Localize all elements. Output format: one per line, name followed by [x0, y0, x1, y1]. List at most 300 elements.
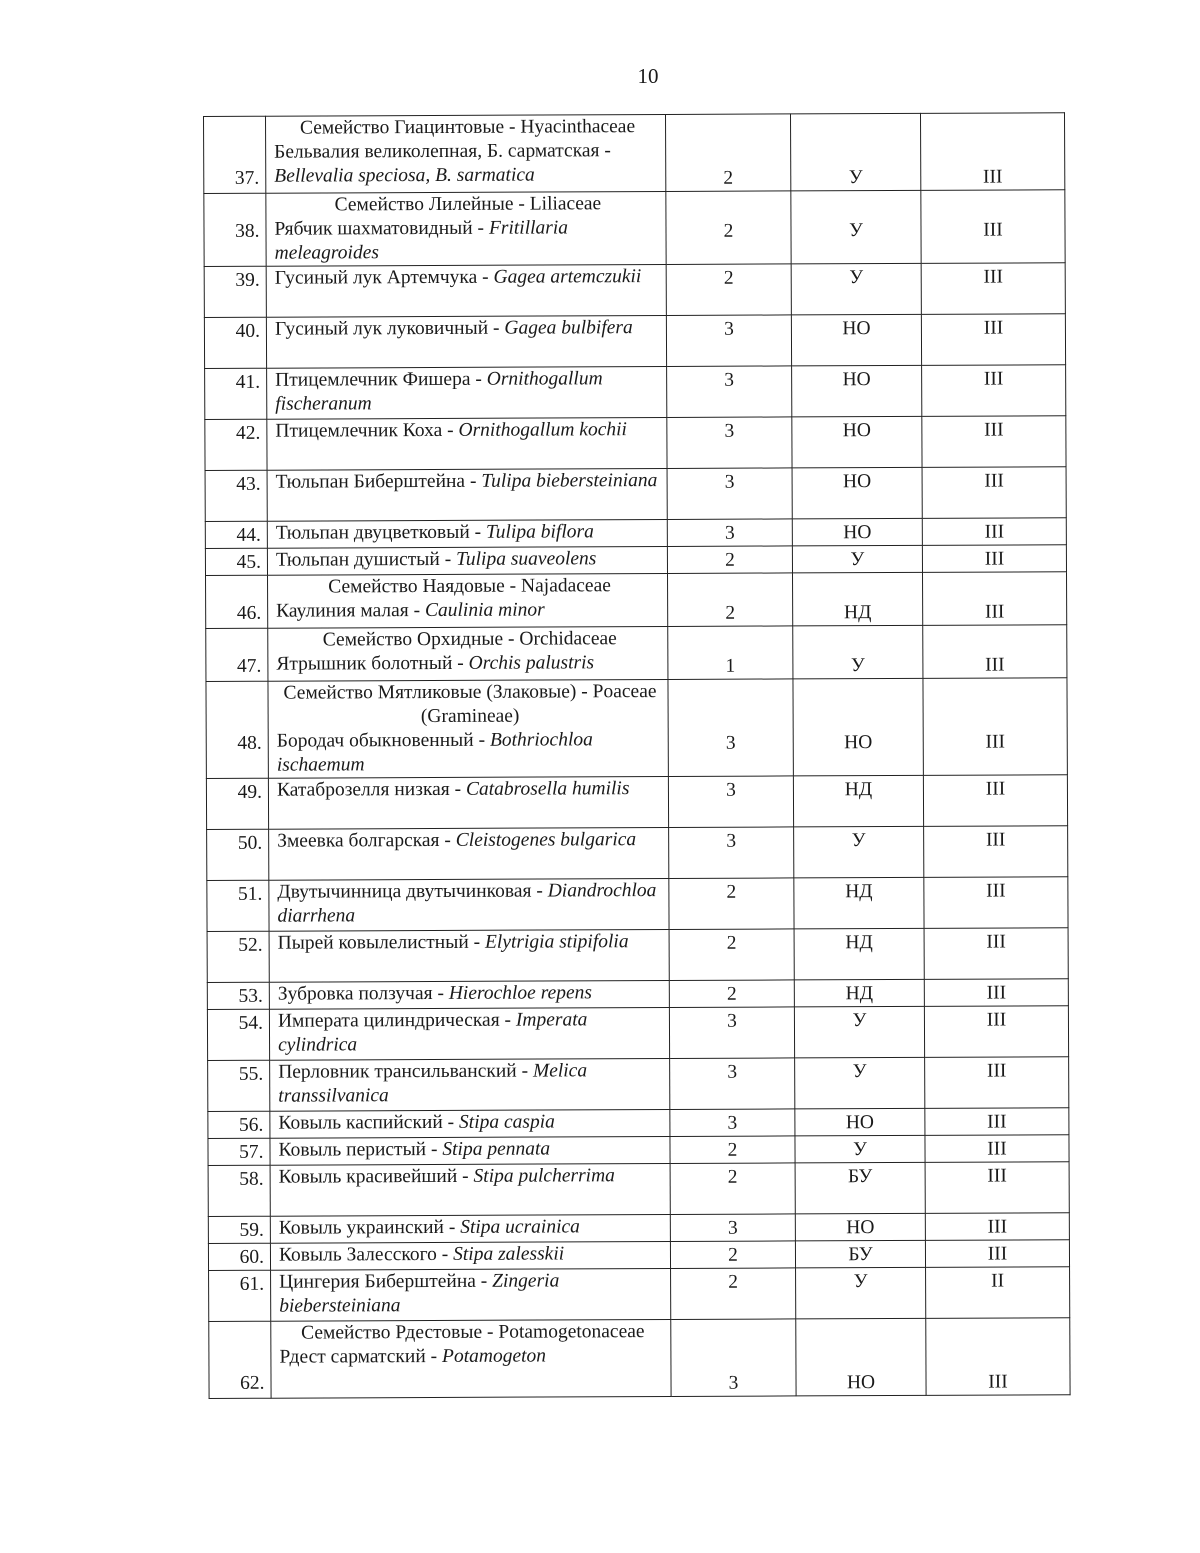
status-value: У [850, 655, 865, 677]
species-name-ru: Двутычинница двутычинковая - [277, 880, 543, 903]
table-row [206, 572, 1067, 629]
row-number: 53. [238, 985, 263, 1007]
category-value: 3 [725, 732, 736, 754]
status-value-cell [792, 416, 922, 468]
protection-value: III [986, 931, 1006, 953]
species-name-cell [268, 776, 668, 829]
category-value-cell [671, 1319, 796, 1397]
table-row [206, 625, 1067, 682]
row-number-cell [207, 880, 269, 931]
protection-value: III [987, 1138, 1007, 1160]
category-value-cell [668, 573, 793, 627]
category-value-cell [668, 679, 793, 777]
status-value: НО [843, 522, 872, 544]
row-number-cell [207, 1009, 269, 1060]
row-number-cell [206, 575, 268, 628]
status-value-cell [794, 928, 924, 980]
protection-value-cell [921, 314, 1065, 366]
protection-value: III [986, 1060, 1007, 1082]
category-value-cell [669, 827, 794, 879]
protection-value-cell [922, 416, 1066, 468]
status-value-cell [791, 190, 921, 264]
protection-value-cell [925, 1213, 1069, 1241]
species-name-latin: Cleistogenes bulgarica [455, 829, 637, 851]
table-row [205, 518, 1066, 549]
category-value-cell [666, 191, 791, 265]
species-name-cell [269, 827, 669, 880]
species-name-cell [266, 264, 666, 317]
category-value-cell [666, 264, 791, 316]
species-name-latin: Zingeria biebersteiniana [279, 1270, 560, 1317]
category-value-cell [667, 366, 792, 418]
row-number: 46. [236, 602, 262, 624]
species-name-cell [267, 468, 667, 521]
row-number-cell [208, 1060, 270, 1111]
category-value-cell [667, 546, 792, 574]
table-row [204, 314, 1065, 369]
table-row [205, 416, 1066, 471]
status-value-cell [795, 1135, 925, 1163]
protection-value-cell [924, 928, 1068, 980]
category-value: 3 [726, 830, 737, 852]
category-value-cell [669, 1007, 794, 1059]
status-value-cell [790, 113, 920, 191]
row-number-cell [204, 266, 266, 317]
status-value-cell [795, 1057, 925, 1109]
row-number-cell [206, 778, 268, 829]
species-name-cell [269, 980, 669, 1009]
species-name-cell [271, 1268, 671, 1321]
row-number-cell [206, 628, 268, 681]
species-name [274, 140, 611, 186]
table-row [205, 545, 1066, 576]
row-number-cell [207, 982, 269, 1009]
species-name [278, 1111, 555, 1133]
category-value: 2 [728, 1271, 739, 1293]
status-value-cell [796, 1318, 926, 1396]
table-row [206, 678, 1067, 779]
species-name [279, 1165, 615, 1187]
table-row [209, 1267, 1070, 1322]
status-value: У [852, 1061, 867, 1083]
table-row [205, 467, 1066, 522]
category-value: 2 [728, 1244, 738, 1266]
status-value-cell [793, 678, 923, 776]
row-number-cell [208, 1138, 270, 1165]
species-name-ru: Катаброзелля низкая - [276, 778, 462, 801]
category-value-cell [669, 878, 794, 930]
species-name-ru: Ковыль украинский - [278, 1216, 456, 1239]
species-name-cell [269, 878, 669, 931]
row-number-cell [205, 470, 267, 521]
species-name-ru: Тюльпан двуцветковый - [275, 521, 482, 544]
species-name [279, 1346, 546, 1368]
status-value: НО [842, 318, 871, 340]
protection-value: III [983, 317, 1004, 339]
status-value-cell [791, 263, 921, 315]
species-name-cell [269, 929, 669, 982]
protection-value-cell [924, 979, 1068, 1007]
category-value-cell [667, 519, 792, 547]
category-value: 3 [727, 1010, 737, 1032]
category-value-cell [670, 1058, 795, 1110]
protection-value-cell [924, 826, 1068, 878]
category-value-cell [665, 114, 790, 192]
status-value: НО [842, 471, 872, 493]
species-name-latin: Stipa pulcherrima [473, 1165, 615, 1187]
species-name [279, 1243, 564, 1265]
category-value-cell [670, 1241, 795, 1269]
row-number-cell [204, 193, 266, 266]
category-value-cell [668, 776, 793, 828]
protection-value: III [983, 266, 1003, 288]
species-name [274, 217, 568, 263]
species-name-latin: Bothriochloa ischaemum [276, 729, 593, 776]
table-row [209, 1318, 1070, 1399]
species-name [275, 419, 627, 442]
protection-value: III [985, 778, 1006, 800]
protection-value: III [982, 166, 1003, 188]
status-value: У [850, 549, 865, 571]
species-name-latin: Stipa pennata [442, 1138, 551, 1160]
table-row [207, 979, 1068, 1010]
species-name [276, 652, 594, 674]
row-number-cell [207, 829, 269, 880]
row-number: 37. [234, 167, 260, 189]
row-number: 41. [235, 371, 261, 393]
category-value: 3 [727, 1061, 738, 1083]
protection-value-cell [925, 1240, 1069, 1268]
species-name-ru: Птицемлечник Фишера - [275, 368, 482, 391]
protection-value: III [985, 731, 1006, 753]
species-name-latin: Gagea bulbifera [504, 317, 633, 339]
status-value-cell [794, 826, 924, 878]
protection-value: III [983, 219, 1003, 241]
species-name-latin: Fritillaria meleagroides [274, 217, 569, 264]
row-number: 47. [236, 655, 262, 677]
protection-value: III [985, 654, 1005, 676]
status-value-cell [795, 1162, 925, 1214]
protection-value: III [988, 1371, 1008, 1393]
category-value-cell [669, 929, 794, 981]
table-row [208, 1057, 1069, 1112]
status-value-cell [794, 979, 924, 1007]
category-value: 2 [725, 602, 736, 624]
row-number: 39. [235, 269, 260, 291]
category-value-cell [670, 1163, 795, 1215]
status-value-cell [795, 1108, 925, 1136]
row-number: 52. [238, 934, 263, 956]
status-value: НД [845, 881, 873, 903]
species-name [278, 1009, 588, 1055]
category-value-cell [668, 626, 793, 680]
row-number: 62. [240, 1372, 265, 1394]
status-value-cell [795, 1240, 925, 1268]
table-row [204, 113, 1065, 194]
species-name-cell [266, 315, 666, 368]
row-number-cell [205, 368, 267, 419]
status-value: БУ [848, 1244, 873, 1266]
status-value: НО [844, 732, 873, 754]
table-row [207, 826, 1068, 881]
table-row [208, 1213, 1069, 1244]
species-name-latin: Stipa ucrainica [460, 1216, 580, 1238]
species-name-ru: Бельвалия великолепная, Б. сарматская - [274, 140, 611, 163]
table-row [204, 263, 1065, 318]
species-name-ru: Ковыль красивейший - [278, 1165, 469, 1188]
species-name-latin: Tulipa suaveolens [456, 548, 597, 570]
status-value-cell [792, 545, 922, 573]
species-name [278, 1138, 550, 1160]
species-name [276, 600, 545, 622]
status-value: НО [845, 1112, 875, 1134]
species-name [275, 317, 633, 340]
row-number-cell [206, 681, 268, 778]
row-number: 42. [235, 422, 261, 444]
row-number: 57. [239, 1141, 264, 1163]
category-value: 3 [726, 779, 736, 801]
row-number: 50. [237, 832, 263, 854]
table-row [208, 1135, 1069, 1166]
species-name-ru: Ковыль перистый - [278, 1138, 438, 1161]
category-value: 3 [724, 420, 735, 442]
status-value-cell [792, 467, 922, 519]
row-number: 60. [239, 1246, 265, 1268]
status-value-cell [793, 625, 923, 679]
table-row [205, 365, 1066, 420]
status-value: У [848, 167, 863, 189]
species-name-ru: Рдест сарматский - [279, 1345, 438, 1368]
protection-value-cell [926, 1318, 1070, 1396]
species-name-latin: Hierochloe repens [448, 982, 593, 1004]
category-value: 2 [723, 220, 734, 242]
category-value: 3 [724, 471, 735, 493]
table-row [207, 877, 1068, 932]
category-value: 3 [724, 369, 735, 391]
protection-value: III [987, 1243, 1008, 1265]
species-name-ru: Каулиния малая - [276, 600, 421, 622]
species-name-cell [270, 1163, 670, 1216]
species-name-latin: Melica transsilvanica [278, 1060, 588, 1107]
family-heading: Семейство Орхидные - Orchidaceae [322, 628, 617, 651]
family-heading: Семейство Рдестовые - Potamogetonaceae [301, 1321, 645, 1344]
table-row [204, 190, 1065, 267]
protection-value-cell [925, 1135, 1069, 1163]
species-name-ru: Ковыль каспийский - [278, 1111, 455, 1134]
category-value: 2 [725, 549, 735, 571]
category-value-cell [670, 1109, 795, 1137]
protection-value: III [984, 521, 1005, 543]
row-number: 48. [237, 732, 262, 754]
species-name-cell [270, 1058, 670, 1111]
row-number: 58. [239, 1168, 264, 1190]
category-value: 2 [723, 267, 734, 289]
protection-value-cell [921, 263, 1065, 315]
protection-value-cell [923, 625, 1067, 679]
status-value-cell [794, 877, 924, 929]
status-value: НД [845, 932, 873, 954]
family-heading: Семейство Лилейные - Liliaceae [334, 193, 602, 216]
row-number-cell [205, 548, 267, 575]
table-row [207, 928, 1068, 983]
protection-value-cell [920, 113, 1064, 191]
row-number-cell [208, 1111, 270, 1138]
species-name-cell [269, 1007, 669, 1060]
category-value: 2 [727, 1166, 738, 1188]
protection-value: III [986, 880, 1006, 902]
protection-value-cell [924, 877, 1068, 929]
status-value: У [853, 1271, 868, 1293]
species-name-cell [267, 417, 667, 470]
protection-value: II [991, 1270, 1005, 1292]
species-name-cell [268, 626, 668, 681]
category-value: 3 [724, 318, 734, 340]
species-name-ru: Цингерия Биберштейна - [279, 1270, 488, 1293]
protection-value-cell [924, 1006, 1068, 1058]
protection-value-cell [923, 775, 1067, 827]
species-name [276, 548, 597, 570]
protection-value: III [987, 1216, 1008, 1238]
status-value-cell [792, 518, 922, 546]
species-name-ru: Бородач обыкновенный - [276, 729, 486, 752]
protection-value: III [984, 548, 1005, 570]
protection-value: III [984, 601, 1005, 623]
page-number: 10 [637, 64, 659, 88]
species-name-cell [268, 573, 668, 628]
category-value: 1 [725, 655, 736, 677]
row-number: 61. [239, 1273, 265, 1295]
species-name [275, 368, 603, 414]
species-name-latin: Ornithogallum fischeranum [275, 368, 603, 415]
status-value: НД [843, 602, 872, 624]
protection-value: III [985, 829, 1006, 851]
species-name-ru: Перловник трансильванский - [278, 1060, 529, 1083]
status-value: НД [845, 983, 874, 1005]
category-value: 2 [726, 983, 737, 1005]
protection-value: III [986, 1009, 1007, 1031]
species-name [279, 1216, 580, 1238]
row-number-cell [209, 1321, 271, 1398]
table-row [208, 1240, 1069, 1271]
row-number: 51. [237, 883, 263, 905]
category-value: 2 [727, 1139, 738, 1161]
row-number: 45. [236, 551, 261, 573]
row-number: 59. [239, 1219, 264, 1241]
species-name [277, 829, 636, 852]
status-value-cell [794, 1006, 924, 1058]
species-name-latin: Stipa caspia [458, 1111, 555, 1133]
protection-value-cell [923, 678, 1067, 776]
species-name [278, 982, 592, 1004]
row-number: 56. [238, 1114, 264, 1136]
status-value-cell [792, 365, 922, 417]
row-number-cell [204, 116, 266, 193]
species-name-latin: Potamogeton [441, 1345, 547, 1367]
category-value-cell [671, 1268, 796, 1320]
category-value-cell [667, 468, 792, 520]
species-name-ru: Тюльпан Биберштейна - [275, 470, 477, 493]
protection-value: III [984, 470, 1004, 492]
species-name-latin: Imperata cylindrica [278, 1009, 588, 1056]
protection-value: III [987, 1111, 1007, 1133]
status-value-cell [792, 572, 922, 626]
protection-value-cell [922, 545, 1066, 573]
species-name [277, 880, 656, 927]
status-value: НО [842, 369, 871, 391]
species-name [275, 266, 642, 289]
row-number: 49. [237, 781, 262, 803]
category-value: 3 [727, 1112, 738, 1134]
species-name-ru: Ковыль Залесского - [278, 1243, 449, 1266]
row-number-cell [208, 1243, 270, 1270]
category-value-cell [669, 980, 794, 1008]
species-name-cell [271, 1319, 671, 1398]
species-name-latin: Gagea artemczukii [493, 266, 642, 288]
species-name-latin: Tulipa biebersteiniana [481, 470, 658, 492]
protection-value: III [983, 368, 1004, 390]
species-name-ru: Императа цилиндрическая - [277, 1009, 512, 1032]
species-name [277, 778, 630, 801]
species-name-ru: Птицемлечник Коха - [275, 419, 454, 442]
species-name-ru: Гусиный лук луковичный - [274, 317, 500, 340]
species-name-cell [270, 1241, 670, 1270]
species-name-cell [268, 679, 668, 778]
row-number: 55. [238, 1063, 264, 1085]
status-value: НО [846, 1217, 875, 1239]
status-value-cell [796, 1267, 926, 1319]
row-number-cell [207, 931, 269, 982]
protection-value-cell [922, 572, 1066, 626]
status-value: У [851, 830, 866, 852]
status-value: У [852, 1010, 867, 1032]
species-name-ru: Зубровка ползучая - [277, 982, 444, 1005]
category-value: 3 [728, 1372, 739, 1394]
species-name-latin: Bellevalia speciosa, B. sarmatica [274, 164, 535, 187]
family-heading: Семейство Наядовые - Najadaceae [328, 575, 611, 598]
status-value: У [849, 220, 863, 242]
species-name-latin: Orchis palustris [468, 652, 595, 674]
category-value: 3 [724, 522, 735, 544]
protection-value-cell [925, 1057, 1069, 1109]
species-name [278, 931, 629, 954]
row-number: 40. [235, 320, 260, 342]
species-name-ru: Ятрышник болотный - [276, 652, 464, 675]
protection-value-cell [922, 365, 1066, 417]
species-name-latin: Stipa zalesskii [453, 1243, 565, 1265]
protection-value-cell [922, 467, 1066, 519]
species-name-cell [266, 191, 666, 266]
species-name-cell [270, 1214, 670, 1243]
species-name-latin: Ornithogallum kochii [458, 419, 627, 441]
status-value-cell [795, 1213, 925, 1241]
row-number-cell [205, 521, 267, 548]
species-name-cell [266, 114, 666, 193]
row-number-cell [204, 317, 266, 368]
table-row [207, 1006, 1068, 1061]
row-number-cell [205, 419, 267, 470]
row-number: 43. [236, 473, 261, 495]
table-row [208, 1108, 1069, 1139]
protection-value-cell [925, 1162, 1069, 1214]
status-value: У [853, 1139, 867, 1161]
row-number: 54. [238, 1012, 264, 1034]
species-name-cell [270, 1136, 670, 1165]
species-name-latin: Tulipa biflora [485, 521, 594, 543]
status-value: БУ [847, 1166, 873, 1188]
protection-value: III [986, 982, 1007, 1004]
species-name-cell [267, 519, 667, 548]
category-value-cell [666, 315, 791, 367]
